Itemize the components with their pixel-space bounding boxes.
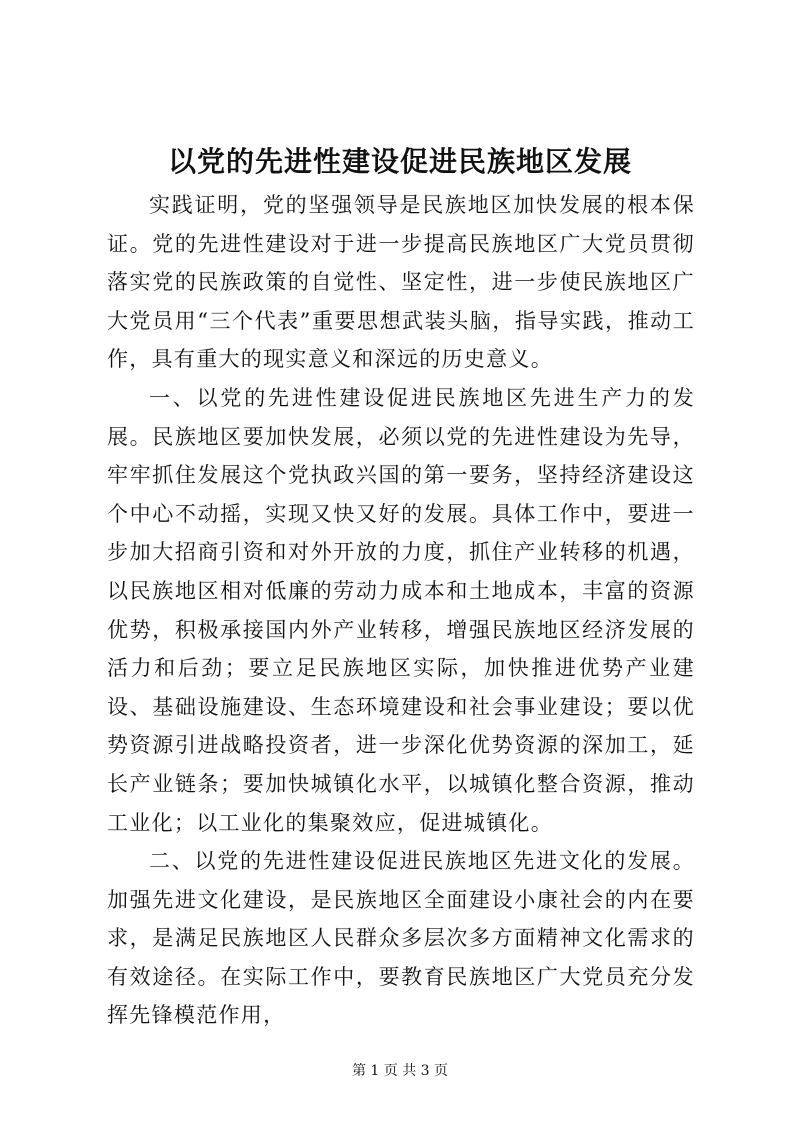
paragraph-section-two: 二、以党的先进性建设促进民族地区先进文化的发展。加强先进文化建设，是民族地区全面建设小康社会的内在要求，是满足民族地区人民群众多层次多方面精神文化需求的有效途径。在实际工作中，要教育民族地区广大党员充分发挥先锋模范作用， [107,849,695,1028]
document-body [107,186,695,1035]
paragraph-section-one: 一、以党的先进性建设促进民族地区先进生产力的发展。民族地区要加快发展，必须以党的先进性建设为先导，牢牢抓住发展这个党执政兴国的第一要务，坚持经济建设这个中心不动摇，实现又快又好的发展。具体工作中，要进一步加大招商引资和对外开放的力度，抓住产业转移的机遇，以民族地区相对低廉的劳动力成本和土地成本，丰富的资源优势，积极承接国内外产业转移，增强民族地区经济发展的活力和后劲；要立足民族地区实际，加快推进优势产业建设、基础设施建设、生态环境建设和社会事业建设；要以优势资源引进战略投资者，进一步深化优势资源的深加工，延长产业链条；要加快城镇化水平，以城镇化整合资源，推动工业化；以工业化的集聚效应，促进城镇化。 [107,385,695,835]
document-title: 以党的先进性建设促进民族地区发展 [167,145,632,178]
paragraph-intro: 实践证明，党的坚强领导是民族地区加快发展的根本保证。党的先进性建设对于进一步提高民族地区广大党员贯彻落实党的民族政策的自觉性、坚定性，进一步使民族地区广大党员用“三个代表”重要思想武装头脑，指导实践，推动工作，具有重大的现实意义和深远的历史意义。 [107,193,695,372]
page-number-footer: 第 1 页 共 3 页 [351,1063,449,1079]
